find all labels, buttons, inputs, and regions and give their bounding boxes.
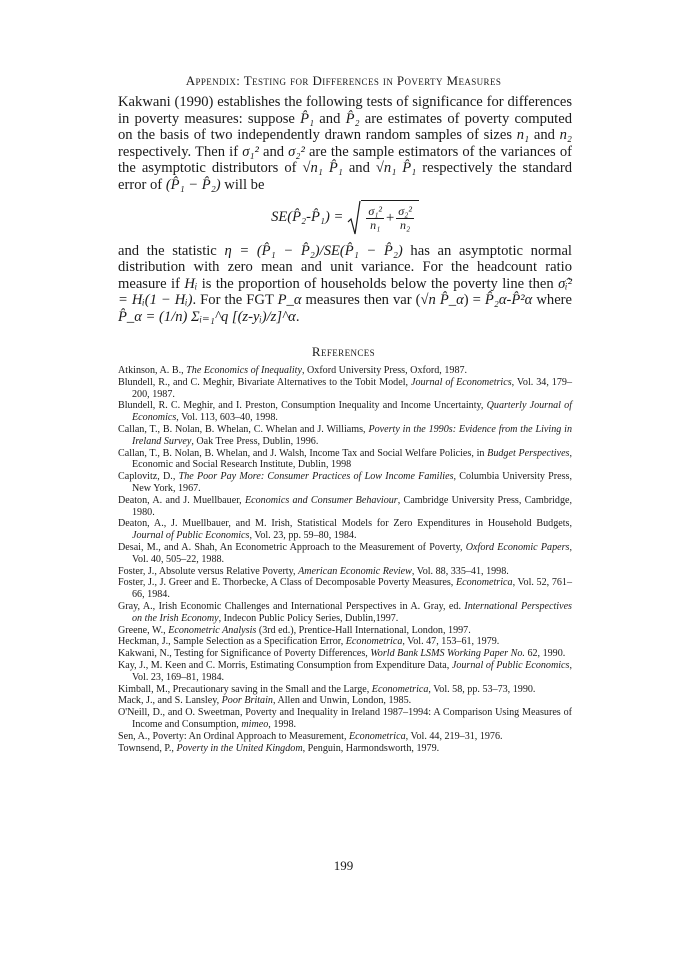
reference-text: Deaton, A., J. Muellbauer, and M. Irish, Statistical Models for Zero Expenditures in Household Budgets, (118, 518, 572, 530)
paragraph-1 (118, 94, 572, 194)
text-run: and (342, 160, 376, 177)
text-run: has an asymptotic normal distribution with zero mean and unit variance. For the headcount ratio measure if (118, 242, 572, 292)
reference-text: Mack, J., and S. Lansley, (118, 695, 222, 707)
reference-text: O'Neill, D., and O. Sweetman, Poverty and Inequality in Ireland 1987–1994: A Comparison Using Measures of Income and Consumption, (118, 707, 572, 730)
reference-text: , Vol. 58, pp. 53–73, 1990. (428, 683, 536, 695)
reference-text: , Vol. 34, 179–200, 1987. (132, 376, 572, 400)
reference-title: Oxford Economic Papers (465, 541, 570, 553)
reference-title: Quarterly Journal of Economics (132, 400, 573, 424)
text-run: are the sample estimators of the variances of the asymptotic distributors of (118, 143, 572, 177)
reference-text: Desai, M., and A. Shah, An Econometric Approach to the Measurement of Poverty, (118, 541, 466, 553)
reference-item (118, 566, 572, 578)
reference-title: Journal of Public Economics (451, 659, 570, 671)
reference-text: Kimball, M., Precautionary saving in the Small and the Large, (118, 683, 372, 695)
math-symbol: P̂_α = (1/n) Σᵢ₌₁^q [(z-yᵢ)/z]^α (118, 308, 296, 325)
reference-title: The Poor Pay More: Consumer Practices of Low Income Families (178, 471, 454, 483)
reference-title: Journal of Public Economics (132, 530, 250, 542)
formula-lhs: SE(P̂₂-P̂₁) = (271, 209, 344, 226)
square-root (347, 200, 419, 236)
math-symbol: n₂ (559, 127, 572, 144)
text-run: and (314, 110, 346, 127)
reference-item (118, 707, 572, 731)
reference-item (118, 448, 572, 472)
reference-title: Econometrica (371, 683, 429, 695)
denominator: n₂ (400, 217, 411, 232)
reference-text: Caplovitz, D., (118, 471, 179, 483)
reference-item (118, 377, 572, 401)
reference-item (118, 601, 572, 625)
math-symbol: P̂₂α-P̂²α (484, 292, 533, 309)
reference-item (118, 684, 572, 696)
math-symbol: P̂₁ (300, 110, 315, 127)
reference-text: Blundell, R. C. Meghir, and I. Preston, Consumption Inequality and Income Uncertainty, (118, 400, 487, 412)
text-run: where (532, 292, 573, 309)
reference-item (118, 636, 572, 648)
reference-text: Gray, A., Irish Economic Challenges and International Perspectives in A. Gray, ed. (118, 600, 465, 612)
reference-item (118, 542, 572, 566)
reference-text: Greene, W., (118, 624, 169, 636)
text-run: and (529, 127, 560, 144)
reference-text: , Vol. 40, 505–22, 1988. (132, 541, 572, 565)
reference-item (118, 495, 572, 519)
text-run: respectively the standard error of (118, 160, 572, 193)
paragraph-2 (118, 243, 572, 326)
reference-text: , Vol. 88, 335–41, 1998. (411, 565, 509, 577)
math-symbol: √n₁ P̂₁ (375, 160, 417, 177)
plus-sign: + (386, 209, 395, 226)
reference-text: Kay, J., M. Keen and C. Morris, Estimating Consumption from Expenditure Data, (118, 659, 452, 671)
reference-title: Journal of Econometrics (410, 376, 512, 388)
reference-title: Econometrica (345, 636, 403, 648)
reference-item (118, 648, 572, 660)
reference-title: Econometrica (455, 577, 513, 589)
reference-text: Townsend, P., (118, 742, 177, 754)
reference-text: Sen, A., Poverty: An Ordinal Approach to Measurement, (118, 730, 349, 742)
math-symbol: σ₁² (242, 143, 259, 160)
reference-text: , Vol. 47, 153–61, 1979. (402, 636, 500, 648)
reference-text: , Indecon Public Policy Series, Dublin,1997. (218, 612, 399, 624)
reference-item (118, 400, 572, 424)
reference-title: Econometrica (349, 730, 406, 742)
text-run: and the statistic (118, 242, 225, 259)
math-symbol: σ₂² (288, 143, 305, 160)
text-run: measures then var ( (301, 292, 421, 309)
text-run: Kakwani (1990) establishes the following tests of significance for differences in poverty measures: suppose (118, 94, 572, 127)
reference-title: American Economic Review (298, 565, 412, 577)
reference-item (118, 577, 572, 601)
standard-error-formula (118, 200, 572, 236)
reference-text: Callan, T., B. Nolan, B. Whelan, C. Whelan and J. Williams, (118, 423, 369, 435)
reference-text: , Vol. 23, pp. 59–80, 1984. (249, 530, 357, 542)
appendix-body (118, 94, 572, 326)
numerator: σ₂² (398, 203, 412, 218)
reference-list (118, 365, 572, 754)
reference-text: 62, 1990. (524, 648, 566, 660)
reference-text: , Vol. 44, 219–31, 1976. (405, 730, 503, 742)
reference-title: mimeo (241, 718, 269, 730)
reference-text: , Vol. 23, 169–81, 1984. (132, 659, 573, 683)
reference-item (118, 625, 572, 637)
reference-title: Poor Britain (221, 695, 273, 707)
math-symbol: P̂₂ (345, 110, 360, 127)
reference-text: , Columbia University Press, New York, 1967. (132, 471, 572, 494)
fraction-2 (396, 205, 414, 232)
reference-title: The Economics of Inequality (186, 365, 302, 376)
reference-title: International Perspectives on the Irish Economy (132, 600, 572, 624)
reference-title: Poverty in the 1990s: Evidence from the Living in Ireland Survey (132, 423, 572, 447)
reference-title: Economics and Consumer Behaviour (244, 494, 398, 506)
reference-text: Kakwani, N., Testing for Significance of Poverty Differences, (118, 648, 371, 660)
reference-text: Blundell, R., and C. Meghir, Bivariate Alternatives to the Tobit Model, (118, 376, 411, 388)
reference-text: , Vol. 113, 603–40, 1998. (176, 412, 278, 424)
math-symbol: n₁ (516, 127, 530, 144)
reference-item (118, 695, 572, 707)
reference-text: Foster, J., Absolute versus Relative Poverty, (118, 565, 299, 577)
reference-text: , Economic and Social Research Institute, Dublin, 1998 (132, 447, 573, 471)
denominator: n₁ (370, 217, 381, 232)
math-symbol: η = (P̂₁ − P̂₂)/SE(P̂₁ − P̂₂) (224, 242, 403, 259)
math-symbol: (P̂₁ − P̂₂) (165, 176, 221, 193)
text-run: . (295, 308, 300, 325)
math-symbol: σ̂ᵢ² = Hᵢ(1 − Hᵢ) (118, 275, 572, 309)
text-run: is the proportion of households below the poverty line then (197, 275, 559, 292)
references-title: References (311, 344, 376, 359)
reference-item (118, 731, 572, 743)
reference-text: Heckman, J., Sample Selection as a Specification Error, (118, 636, 346, 648)
radicand (361, 200, 419, 236)
appendix-title: Appendix: Testing for Differences in Poverty Measures (185, 73, 502, 88)
reference-text: , 1998. (268, 718, 297, 730)
reference-text: , Oxford University Press, Oxford, 1987. (301, 365, 468, 376)
reference-text: , Penguin, Harmondsworth, 1979. (302, 742, 440, 754)
reference-text: , Oak Tree Press, Dublin, 1996. (191, 435, 319, 447)
page-number: 199 (333, 858, 354, 873)
math-symbol: √n₁ P̂₁ (302, 160, 343, 177)
reference-text: Deaton, A. and J. Muellbauer, (118, 494, 245, 506)
reference-title: Budget Perspectives (487, 447, 570, 459)
reference-text: Callan, T., B. Nolan, B. Whelan, and J. Walsh, Income Tax and Social Welfare Policies, in (118, 447, 488, 459)
reference-item (118, 660, 572, 684)
reference-text: (3rd ed.), Prentice-Hall International, London, 1997. (256, 624, 471, 636)
math-symbol: Hᵢ (184, 275, 198, 292)
text-run: ) = (463, 292, 485, 309)
math-symbol: √n P̂_α (420, 292, 464, 309)
reference-item (118, 743, 572, 755)
reference-text: , Allen and Unwin, London, 1985. (272, 695, 412, 707)
reference-text: Foster, J., J. Greer and E. Thorbecke, A Class of Decomposable Poverty Measures, (118, 577, 456, 589)
reference-text: , Vol. 52, 761–66, 1984. (132, 577, 573, 601)
fraction-1 (366, 205, 384, 232)
numerator: σ₁² (368, 203, 383, 218)
math-symbol: P_α (277, 292, 302, 309)
text-run: . For the FGT (192, 292, 278, 309)
reference-title: Econometric Analysis (168, 624, 257, 636)
radical-sign-icon (347, 200, 361, 236)
reference-item (118, 424, 572, 448)
text-run: and (258, 143, 289, 160)
reference-item (118, 471, 572, 495)
reference-item (118, 365, 572, 377)
text-run: are estimates of poverty computed on the basis of two independently drawn random samples of sizes (118, 110, 572, 144)
reference-title: World Bank LSMS Working Paper No. (370, 648, 525, 660)
reference-title: Poverty in the United Kingdom (176, 742, 303, 754)
reference-text: Atkinson, A. B., (118, 365, 187, 376)
text-run: will be (220, 176, 265, 193)
reference-text: , Cambridge University Press, Cambridge, 1980. (132, 494, 573, 518)
reference-item (118, 518, 572, 542)
text-run: respectively. Then if (118, 143, 243, 160)
